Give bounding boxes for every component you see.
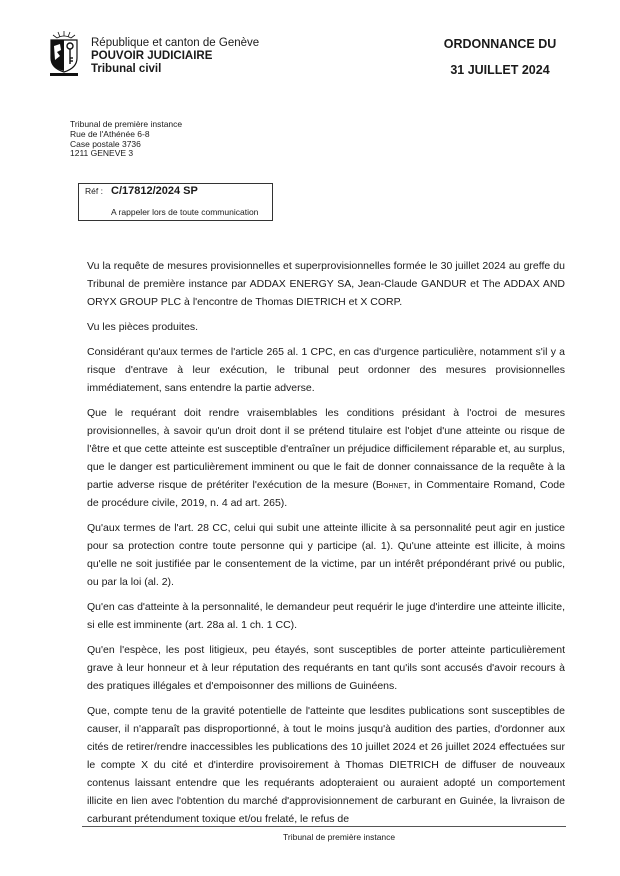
title-date: 31 JUILLET 2024 bbox=[450, 63, 550, 77]
paragraph-art-28: Qu'aux termes de l'art. 28 CC, celui qui subit une atteinte illicite à sa personnalité peut agir en justice pour sa protection contre toute personne qui y participe (al. 1). Qu'une atteinte est illicite, à moins qu'elle ne soit justifiée par le consentement de la victime, par un intérêt prépondérant privé ou public, ou par la loi (al. 2). bbox=[87, 522, 565, 588]
paragraph-request: Vu la requête de mesures provisionnelles et superprovisionnelles formée le 30 juillet 2024 au greffe du Tribunal de première instance par ADDAX ENERGY SA, Jean-Claude GANDUR et The ADDAX AND ORYX GROUP PLC à l'encontre de Thomas DIETRICH et X CORP. bbox=[87, 260, 565, 308]
footer-court-name: Tribunal de première instance bbox=[283, 832, 396, 842]
paragraph-conditions-text: Que le requérant doit rendre vraisemblables les conditions présidant à l'octroi de mesures provisionnelles, à savoir qu'un droit dont il se prétend titulaire est l'objet d'une atteinte ou risque de l'être et que cette atteinte est susceptible d'entraîner un préjudice difficilement réparable et, au surplus, que le danger est particulièrement imminent ou que le fait de donner connaissance de la requête à la partie adverse risque de prétériter l'exécution de la mesure ( bbox=[87, 407, 565, 491]
court-name: Tribunal civil bbox=[91, 63, 162, 75]
reference-label: Réf : bbox=[85, 186, 103, 196]
reference-box bbox=[78, 183, 273, 221]
issuer-header bbox=[91, 37, 259, 76]
ordinance-body bbox=[87, 257, 565, 835]
address-line-4: 1211 GENEVE 3 bbox=[70, 148, 134, 159]
reference-number: C/17812/2024 SP bbox=[111, 185, 198, 197]
title-line-1: ORDONNANCE DU bbox=[443, 37, 557, 51]
address-line-3: Case postale 3736 bbox=[70, 138, 141, 149]
paragraph-in-this-case: Qu'en l'espèce, les post litigieux, peu étayés, sont susceptibles de porter atteinte particulièrement grave à leur honneur et à leur réputation des requérants en tant qu'ils sont accusés d'avoir recours à des pratiques illégales et d'empoisonner des millions de Guinéens. bbox=[87, 644, 565, 692]
geneva-coat-of-arms-logo bbox=[48, 30, 80, 76]
cited-author: Bohnet bbox=[375, 479, 408, 491]
authority-name: POUVOIR JUDICIAIRE bbox=[91, 50, 213, 62]
court-address bbox=[70, 120, 182, 159]
paragraph-conditions bbox=[87, 404, 565, 512]
paragraph-proportionality: Que, compte tenu de la gravité potentielle de l'atteinte que lesdites publications sont susceptibles de causer, il n'apparaît pas disproportionné, à tout le moins jusqu'à audition des parties, d'ordonner aux cités de retirer/rendre inaccessibles les publications des 10 juillet 2024 et 26 juillet 2024 effectuées sur le compte X du cité et d'interdire provisoirement à Thomas DIETRICH de diffuser de nouveaux contenus laissant entendre que les requérants adopteraient ou auraient adopté un comportement illicite en lien avec l'obtention du marché d'approvisionnement de carburant en Guinée, la livraison de carburant prétendument toxique et/ou frelaté, le refus de bbox=[87, 705, 565, 825]
reference-note: A rappeler lors de toute communication bbox=[111, 207, 259, 217]
paragraph-exhibits: Vu les pièces produites. bbox=[87, 321, 199, 333]
footer-divider bbox=[82, 826, 566, 827]
document-title bbox=[415, 37, 585, 77]
paragraph-conditions-citation: , in Commentaire Romand, Code de procédure civile, 2019, n. 4 ad art. 265). bbox=[87, 479, 565, 509]
address-line-1: Tribunal de première instance bbox=[70, 119, 183, 129]
republic-name: République et canton de Genève bbox=[91, 37, 260, 49]
paragraph-art-28a: Qu'en cas d'atteinte à la personnalité, le demandeur peut requérir le juge d'interdire une atteinte illicite, si elle est imminente (art. 28a al. 1 ch. 1 CC). bbox=[87, 601, 565, 631]
address-line-2: Rue de l'Athénée 6-8 bbox=[70, 128, 150, 139]
paragraph-art-265: Considérant qu'aux termes de l'article 265 al. 1 CPC, en cas d'urgence particulière, notamment s'il y a risque d'entrave à leur exécution, le tribunal peut ordonner des mesures provisionnelles immédiatement, sans entendre la partie adverse. bbox=[87, 346, 565, 394]
